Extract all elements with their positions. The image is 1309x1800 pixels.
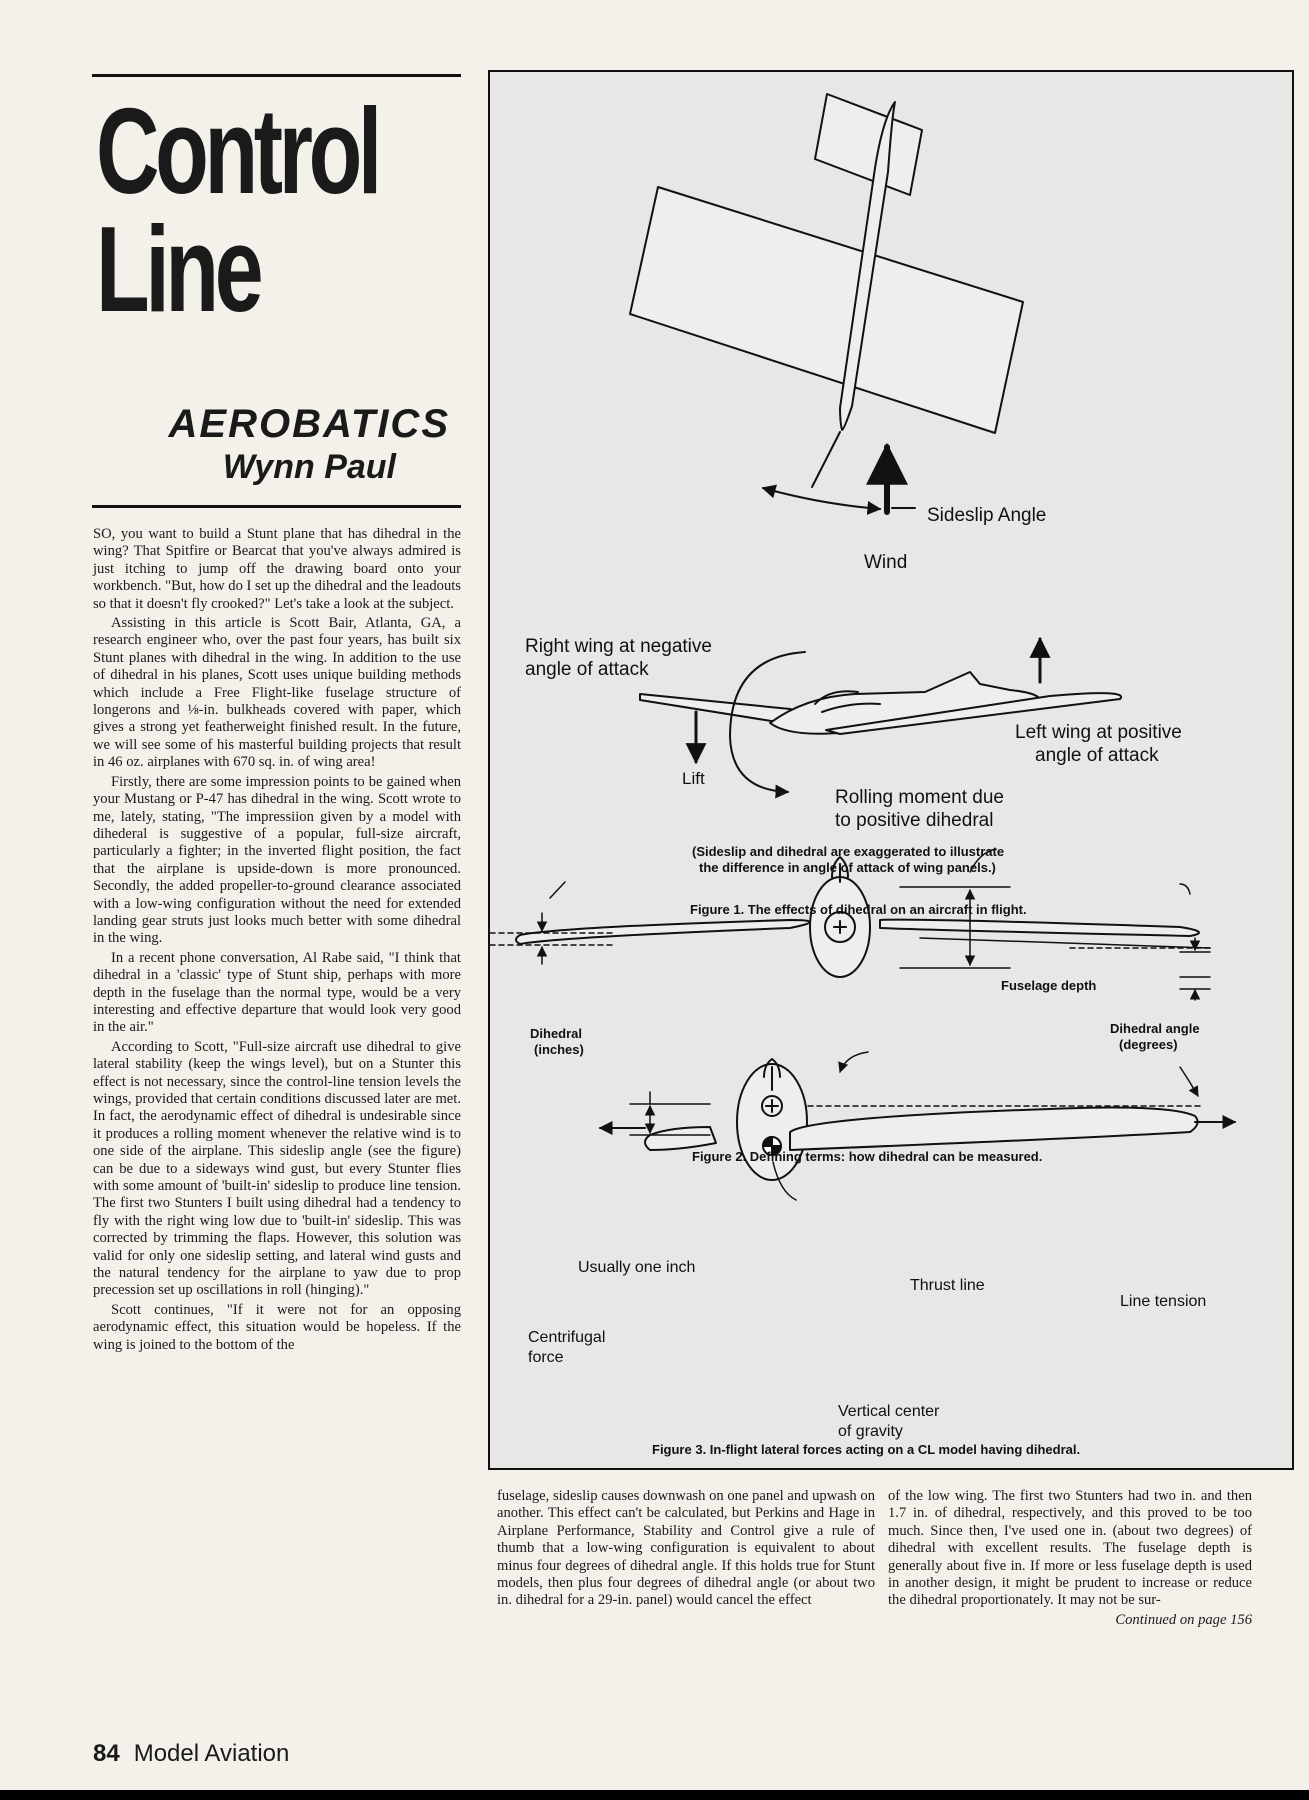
fig1-wind-label: Wind <box>864 552 908 573</box>
article-title <box>96 83 379 337</box>
paragraph: Firstly, there are some impression points to be gained when your Mustang or P-47 has dihedral in the wing. Scott wrote to me, lately, stating, "The impressiion given by a model with dihederal is suggestive of a popular, full-size aircraft, particularly a fighter; in the inverted flight position, the fact that the airplane is upside-down is more pronounced. Secondly, the added propeller-to-ground clearance associated with a low-wing configuration without the need for extended landing gear struts just looks much better with some dihedral in the wing. <box>93 773 461 947</box>
article-subtitle: AEROBATICS <box>168 402 450 446</box>
fig2-angle-label-1: Dihedral angle <box>1110 1021 1200 1036</box>
title-line-2: Line <box>96 201 260 337</box>
paragraph: fuselage, sideslip causes downwash on one panel and upwash on another. This effect can't be calculated, but Perkins and Hage in Airplane Performance, Stability and Control give a rule of thumb that a low-wing configuration is equivalent to about minus four degrees of dihedral angle. If this holds true for Stunt models, then plus four degrees of dihedral angle (or about two in. dihedral for a 29-in. panel) would cancel the effect <box>497 1488 875 1609</box>
fig2-fuselage-depth-label: Fuselage depth <box>1001 978 1097 993</box>
fig1-note-1: (Sideslip and dihedral are exaggerated to illustrate <box>692 844 1005 859</box>
folio <box>93 1740 289 1768</box>
fig1-rolling-label-2: to positive dihedral <box>835 810 994 831</box>
fig1-right-wing-label-1: Right wing at negative <box>525 636 712 657</box>
fig1-caption: Figure 1. The effects of dihedral on an aircraft in flight. <box>690 902 1027 917</box>
fig1-right-wing-label-2: angle of attack <box>525 659 649 680</box>
title-line-1: Control <box>96 83 379 219</box>
paragraph: Assisting in this article is Scott Bair, Atlanta, GA, a research engineer who, over the past four years, has built six Stunt planes with dihedral in the wing. In addition to the use of dihedral in his planes, Scott uses unique building methods which include a Free Flight-like fuselage structure of longerons and ⅛-in. bulkheads covered with paper, which gives a strong yet featherweight finished result. In the future, we will see some of his masterful building projects that result in 46 oz. airplanes with 670 sq. in. of wing area! <box>93 615 461 771</box>
fig3-centrifugal-label-2: force <box>528 1349 564 1366</box>
fig3-caption: Figure 3. In-flight lateral forces acting on a CL model having dihedral. <box>652 1442 1081 1457</box>
fig1-sideslip-angle-arc <box>763 488 880 509</box>
fig2-dihedral-label-1: Dihedral <box>530 1026 583 1041</box>
continued-note: Continued on page 156 <box>1115 1611 1252 1628</box>
title-top-rule <box>92 74 461 77</box>
fig1-sideslip-angle-label: Sideslip Angle <box>927 505 1047 526</box>
fig1-plane-top-view <box>630 94 1023 487</box>
paragraph: Scott continues, "If it were not for an opposing aerodynamic effect, this situation would be hopeless. If the wing is joined to the bottom of the <box>93 1301 461 1353</box>
body-column-1 <box>93 526 461 1354</box>
page-bottom-edge <box>0 1790 1309 1800</box>
paragraph: SO, you want to build a Stunt plane that has dihedral in the wing? That Spitfire or Bearcat that you've always admired is just itching to jump off the drawing board onto your workbench. "But, how do I set up the dihedral and the leadouts so that it doesn't fly crooked?" Let's take a look at the subject. <box>93 526 461 612</box>
fig2-plane-front-view <box>516 857 1199 977</box>
title-bottom-rule <box>92 505 461 508</box>
fig1-left-wing-label-1: Left wing at positive <box>1015 722 1182 743</box>
figures-svg <box>490 72 1292 1468</box>
fig2-caption: Figure 2. Defining terms: how dihedral can be measured. <box>692 1149 1043 1164</box>
fig3-vcg-label-1: Vertical center <box>838 1403 940 1420</box>
fig3-centrifugal-label-1: Centrifugal <box>528 1329 606 1346</box>
fig3-vcg-label-2: of gravity <box>838 1423 903 1440</box>
fig2-angle-label-2: (degrees) <box>1119 1037 1178 1052</box>
fig1-lift-label: Lift <box>682 769 705 788</box>
paragraph: In a recent phone conversation, Al Rabe said, "I think that dihedral in a 'classic' type of Stunt ship, perhaps with more depth in the fuselage than the normal type, would be a very interesting and effective departure that would look very good in the air." <box>93 949 461 1036</box>
figure-panel <box>488 70 1294 1470</box>
paragraph: According to Scott, "Full-size aircraft use dihedral to give lateral stability (keep the wings level), but on a Stunter this effect is not necessary, since the control-line tension levels the wings, provided that certain conditions discussed later are met. In fact, the aerodynamic effect of dihedral is undesirable since it produces a rolling moment whenever the relative wind is to one side of the airplane. This sideslip angle (see the figure) can be due to a sideways wind gust, but every Stunter flies with some amount of 'built-in' sideslip to produce line tension. The first two Stunters I built using dihedral had a tendency to fly with the right wing low due to 'built-in' sideslip. This was corrected by trimming the flaps. However, this solution was valid for only one sideslip setting, and lateral wind gusts and the natural tendency for the airplane to yaw due to prop precession set up oscillations in roll (hinging)." <box>93 1038 461 1299</box>
fig1-left-wing-label-2: angle of attack <box>1035 745 1159 766</box>
fig2-dihedral-label-2: (inches) <box>534 1042 584 1057</box>
fig1-note-2: the difference in angle of attack of wing panels.) <box>699 860 996 875</box>
body-column-2 <box>497 1488 875 1610</box>
body-column-3 <box>888 1488 1252 1629</box>
article-author: Wynn Paul <box>222 448 396 486</box>
fig3-line-tension-label: Line tension <box>1120 1293 1207 1310</box>
page-number: 84 <box>93 1740 120 1767</box>
paragraph: of the low wing. The first two Stunters had two in. and then 1.7 in. of dihedral, respectively, and this proved to be too much. Since then, I've used one in. (about two degrees) of dihedral with excellent results. The fuselage depth is generally about five in. If more or less fuselage depth is used in another design, it might be prudent to increase or reduce the dihedral proportionately. It may not be sur- <box>888 1488 1252 1609</box>
fig1-rolling-label-1: Rolling moment due <box>835 787 1004 808</box>
magazine-name: Model Aviation <box>133 1740 290 1767</box>
fig3-thrust-line-label: Thrust line <box>910 1277 985 1294</box>
fig3-usually-label: Usually one inch <box>578 1259 696 1276</box>
